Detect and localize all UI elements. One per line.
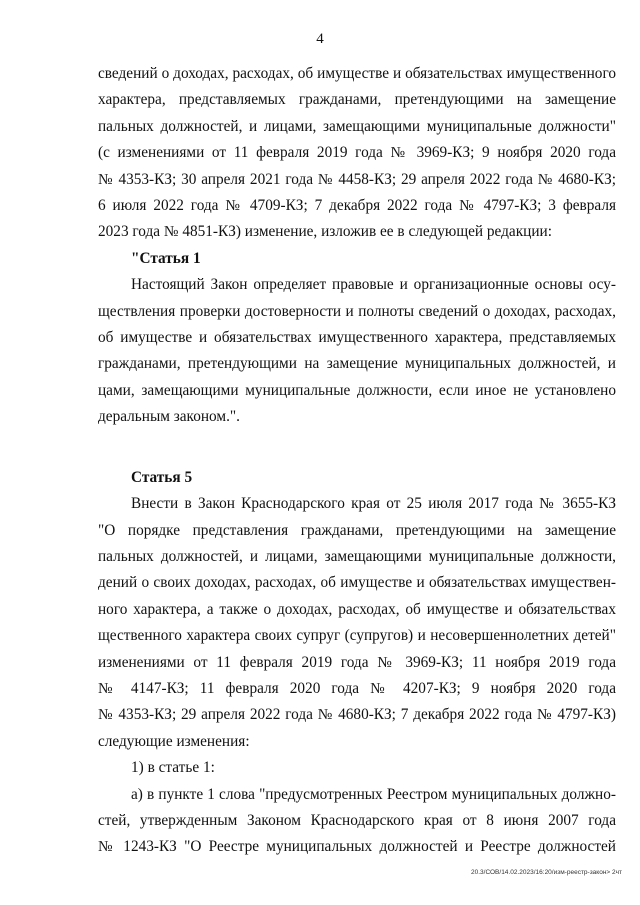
text-line: № 4353-КЗ; 30 апреля 2021 года № 4458-КЗ; 29 апреля 2022 года № 4680-КЗ; [98,170,616,188]
text-line: щественного характера своих супруг (супругов) и несовершеннолетних детей" [98,627,616,645]
text-line: (с изменениями от 11 февраля 2019 года № 3969-КЗ; 9 ноября 2020 года [98,144,616,162]
article-5-heading: Статья 5 [131,468,193,486]
text-line: гражданами, претендующими на замещение муниципальных должностей, и [98,355,616,373]
page-number: 4 [316,31,324,47]
text-line: сведений о доходах, расходах, об имуществе и обязательствах имущественного [98,65,616,82]
text-line: характера, представляемых гражданами, претендующими на замещение [98,91,616,109]
paragraph-spacer [98,457,616,465]
text-line: деральным законом.". [98,408,240,426]
text-line: а) в пункте 1 слова "предусмотренных Реестром муниципальных должно- [131,785,616,803]
text-line: № 4147-КЗ; 11 февраля 2020 года № 4207-КЗ; 9 ноября 2020 года [98,679,616,697]
text-line: № 1243-КЗ "О Реестре муниципальных должностей и Реестре должностей [98,838,616,856]
text-line: дений о своих доходах, расходах, об имуществе и обязательствах имуществен- [98,574,616,592]
text-line: об имуществе и обязательствах имущественного характера, представляемых [98,328,616,346]
text-line: пальных должностей, и лицами, замещающими муниципальные должности" [98,117,616,135]
text-line: 1) в статье 1: [131,759,215,777]
text-line: 2023 года № 4851-КЗ) изменение, изложив ее в следующей редакции: [98,223,552,241]
text-line: следующие изменения: [98,732,250,750]
text-line: Настоящий Закон определяет правовые и организационные основы осу- [131,276,616,294]
article-1-heading: "Статья 1 [131,249,201,267]
text-line: пальных должностей, и лицами, замещающими муниципальные должности, [98,548,616,566]
text-line: Внести в Закон Краснодарского края от 25 июля 2017 года № 3655-КЗ [131,495,616,513]
document-footer-id: 20.3/СОВ/14.02.2023/16:20/изм-реестр-закон> 2чт [470,869,622,876]
paragraph-spacer [98,430,616,456]
text-line: № 4353-КЗ; 29 апреля 2022 года № 4680-КЗ; 7 декабря 2022 года № 4797-КЗ) [98,706,616,724]
text-line: ного характера, а также о доходах, расходах, об имуществе и обязательствах [98,600,616,618]
text-line: ществления проверки достоверности и полноты сведений о доходах, расходах, [98,302,616,320]
text-line: стей, утвержденным Законом Краснодарского края от 8 июня 2007 года [98,811,616,829]
text-line: 6 июля 2022 года № 4709-КЗ; 7 декабря 2022 года № 4797-КЗ; 3 февраля [98,196,616,214]
document-body [98,61,616,861]
text-line: цами, замещающими муниципальные должности, если иное не установлено [98,381,616,399]
text-line: "О порядке представления гражданами, претендующими на замещение [98,521,616,539]
text-line: изменениями от 11 февраля 2019 года № 3969-КЗ; 11 ноября 2019 года [98,653,616,671]
